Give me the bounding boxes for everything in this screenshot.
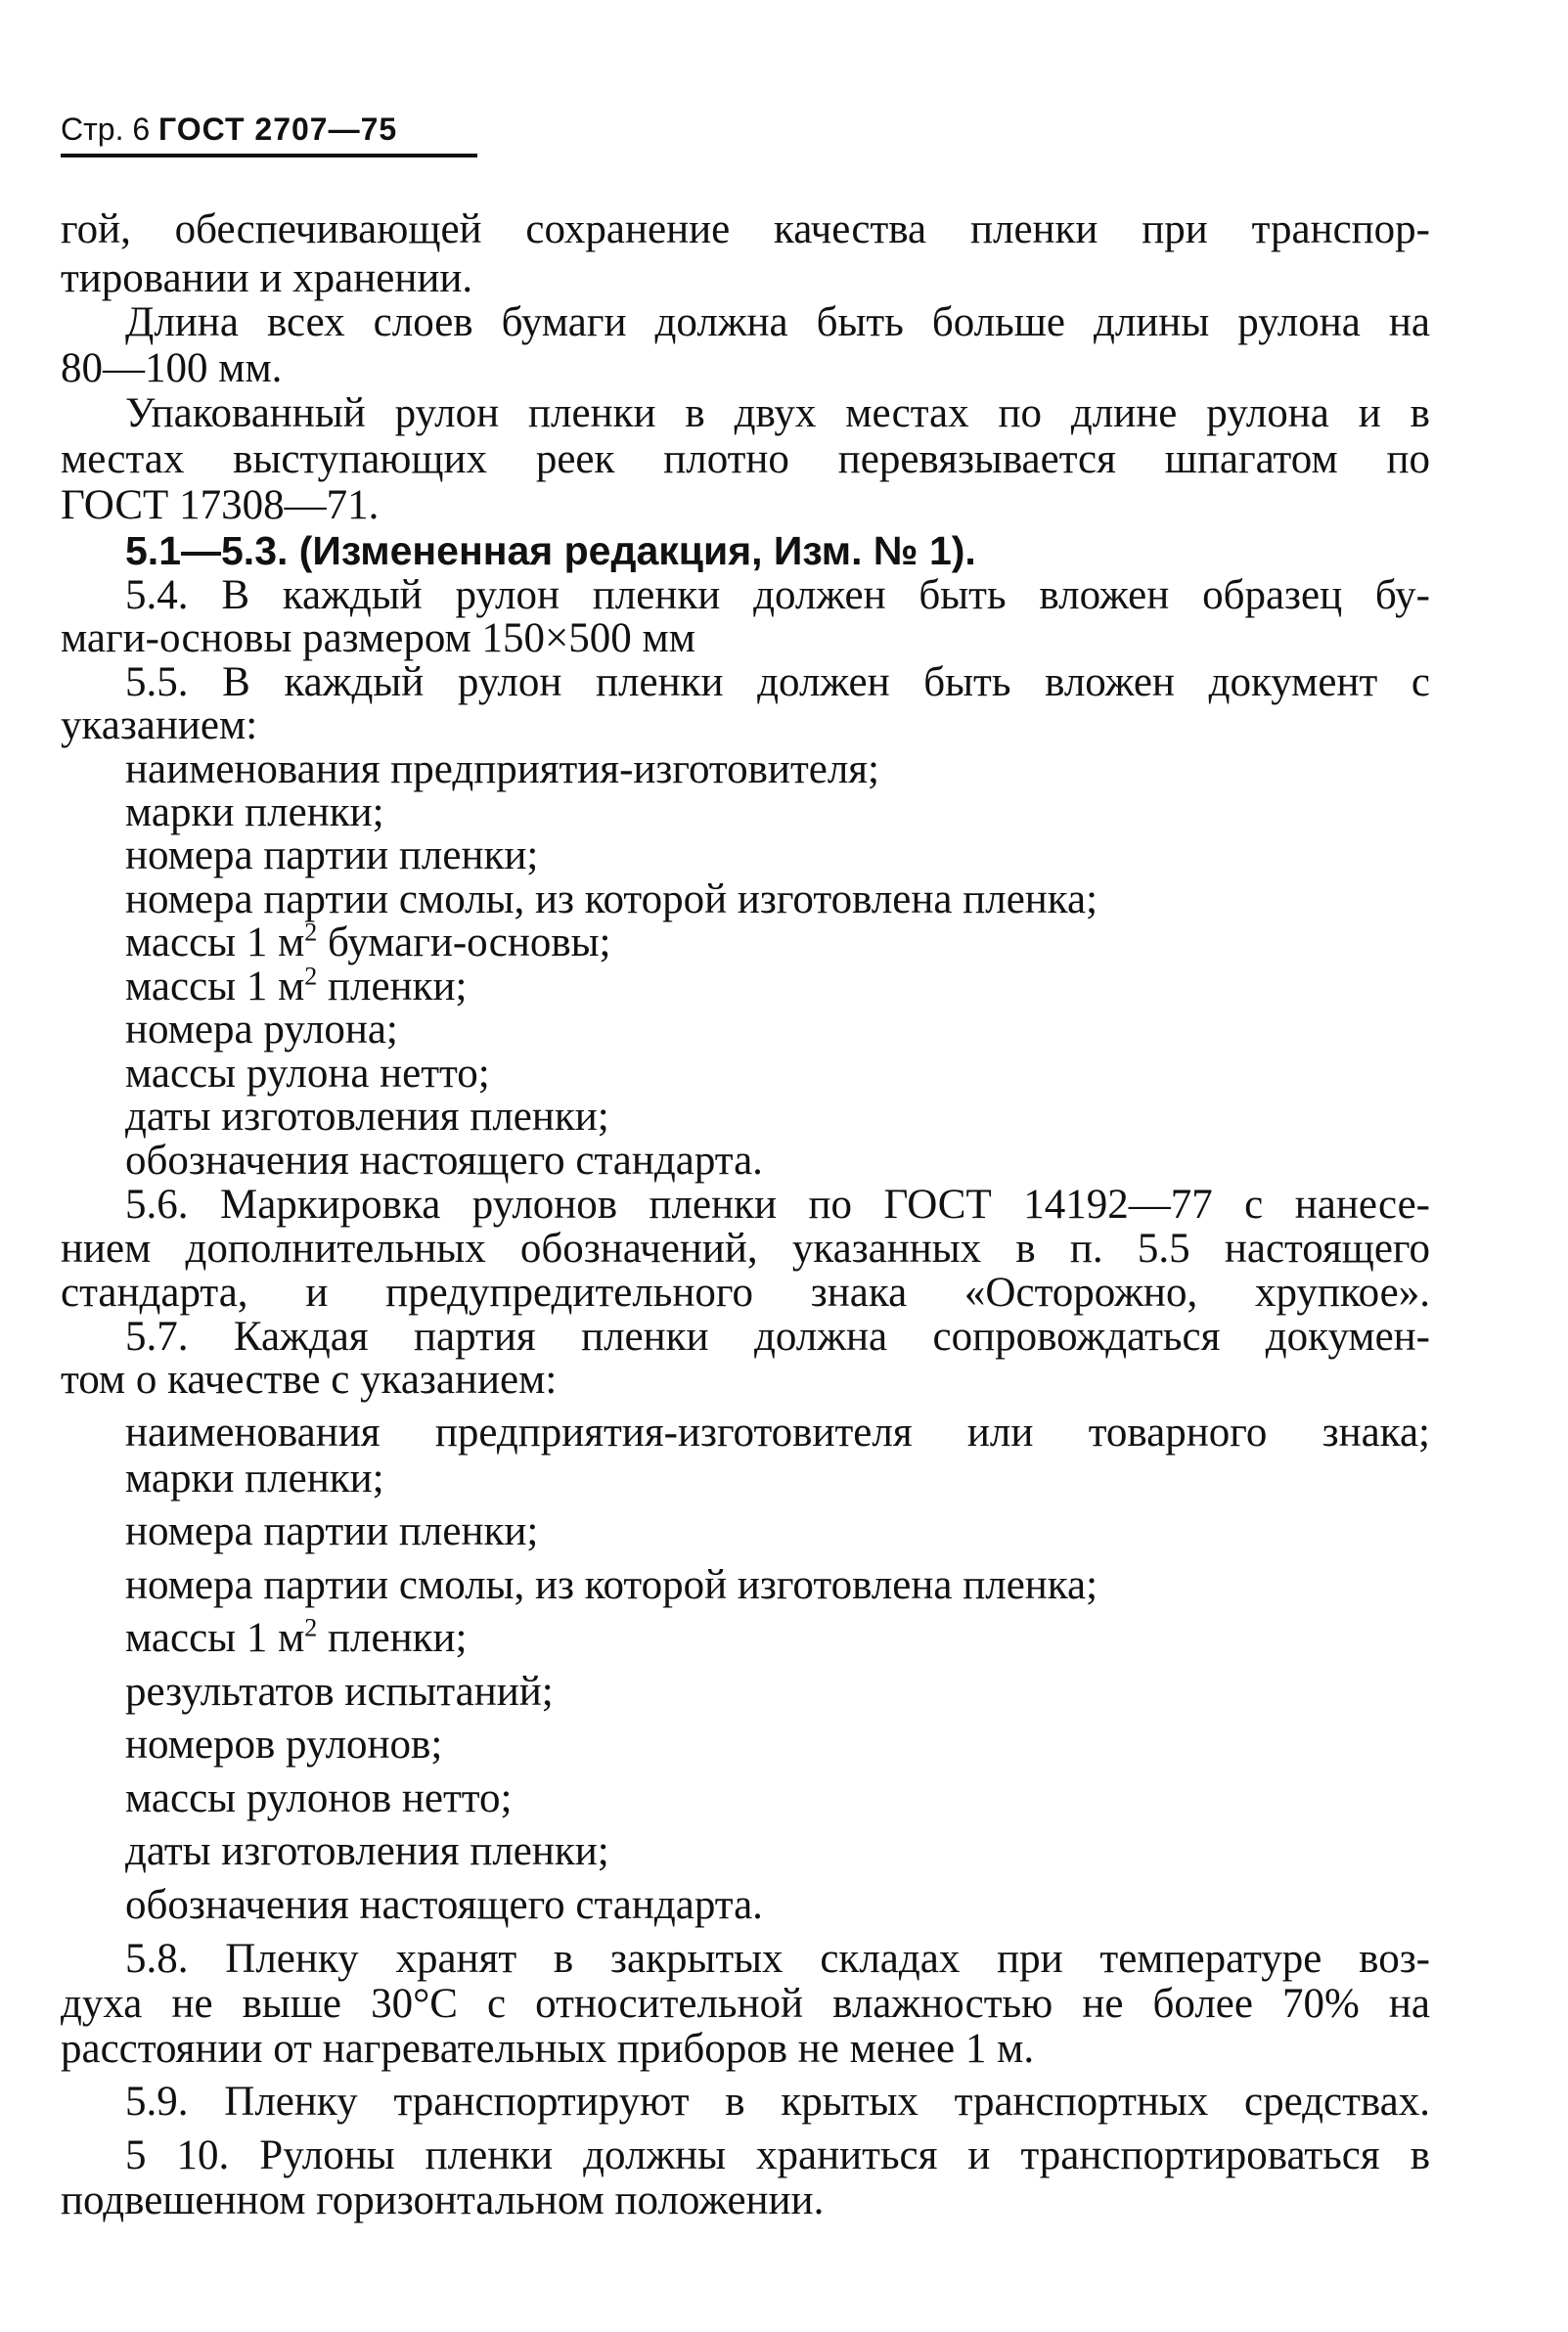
text-line: 5.4. В каждый рулон пленки должен быть вложен образец бу-: [125, 572, 1430, 618]
list-item: массы 1 $м^2$ бумаги-основы;: [125, 918, 611, 965]
text-line: 5.8. Пленку хранят в закрытых складах при температуре воз-: [125, 1936, 1430, 1982]
text-line: том о качестве с указанием:: [61, 1357, 558, 1403]
text-line: указанием:: [61, 702, 258, 748]
page-number: Стр. 6: [61, 112, 151, 147]
list-item: марки пленки;: [125, 789, 384, 835]
list-item: обозначения настоящего стандарта.: [125, 1138, 763, 1184]
text-line: Длина всех слоев бумаги должна быть больше длины рулона на: [125, 299, 1430, 345]
list-item: даты изготовления пленки;: [125, 1828, 609, 1874]
list-item: марки пленки;: [125, 1456, 384, 1502]
list-item: массы 1 $м^2$ пленки;: [125, 962, 468, 1009]
amendment-note: 5.1—5.3. (Измененная редакция, Изм. № 1).: [125, 528, 976, 573]
list-item: номера партии пленки;: [125, 1508, 539, 1554]
list-item: номера партии смолы, из которой изготовлена пленка;: [125, 1562, 1098, 1608]
text-line: стандарта, и предупредительного знака «Осторожно, хрупкое».: [61, 1270, 1430, 1316]
text-line: 5 10. Рулоны пленки должны храниться и транспортироваться в: [125, 2132, 1430, 2178]
text-line: ГОСТ 17308—71.: [61, 482, 380, 528]
text-line: тировании и хранении.: [61, 255, 473, 301]
text-line: 5.9. Пленку транспортируют в крытых транспортных средствах.: [125, 2079, 1430, 2125]
text-line: местах выступающих реек плотно перевязывается шпагатом по: [61, 436, 1430, 482]
list-item: наименования предприятия-изготовителя;: [125, 746, 879, 792]
list-item: номера партии смолы, из которой изготовлена пленка;: [125, 876, 1098, 922]
standard-code: ГОСТ 2707—75: [158, 112, 398, 147]
text-line: 5.5. В каждый рулон пленки должен быть вложен документ с: [125, 659, 1430, 705]
list-item: номера рулона;: [125, 1007, 398, 1053]
text-line: Упакованный рулон пленки в двух местах по длине рулона и в: [125, 390, 1430, 436]
text-line: маги-основы размером 150×500 мм: [61, 615, 695, 661]
list-item: номеров рулонов;: [125, 1722, 443, 1768]
list-item: результатов испытаний;: [125, 1669, 554, 1715]
list-item: наименования предприятия-изготовителя или товарного знака;: [125, 1410, 1430, 1456]
text-line: 80—100 мм.: [61, 345, 283, 391]
list-item: массы рулонов нетто;: [125, 1775, 513, 1821]
text-line: подвешенном горизонтальном положении.: [61, 2177, 825, 2223]
text-line: 5.7. Каждая партия пленки должна сопровождаться докумен-: [125, 1314, 1430, 1360]
list-item: даты изготовления пленки;: [125, 1094, 609, 1140]
text-line: нием дополнительных обозначений, указанных в п. 5.5 настоящего: [61, 1226, 1430, 1272]
list-item: номера партии пленки;: [125, 832, 539, 878]
text-line: духа не выше 30°С с относительной влажностью не более 70% на: [61, 1981, 1430, 2027]
text-line: 5.6. Маркировка рулонов пленки по ГОСТ 14192—77 с нанесе-: [125, 1182, 1430, 1228]
list-item: массы рулона нетто;: [125, 1051, 490, 1097]
list-item: обозначения настоящего стандарта.: [125, 1882, 763, 1928]
page-header: [61, 110, 397, 149]
text-line: расстоянии от нагревательных приборов не менее 1 м.: [61, 2026, 1035, 2072]
list-item: массы 1 $м^2$ пленки;: [125, 1613, 468, 1661]
header-rule: [61, 154, 477, 157]
text-line: гой, обеспечивающей сохранение качества пленки при транспор-: [61, 206, 1430, 252]
